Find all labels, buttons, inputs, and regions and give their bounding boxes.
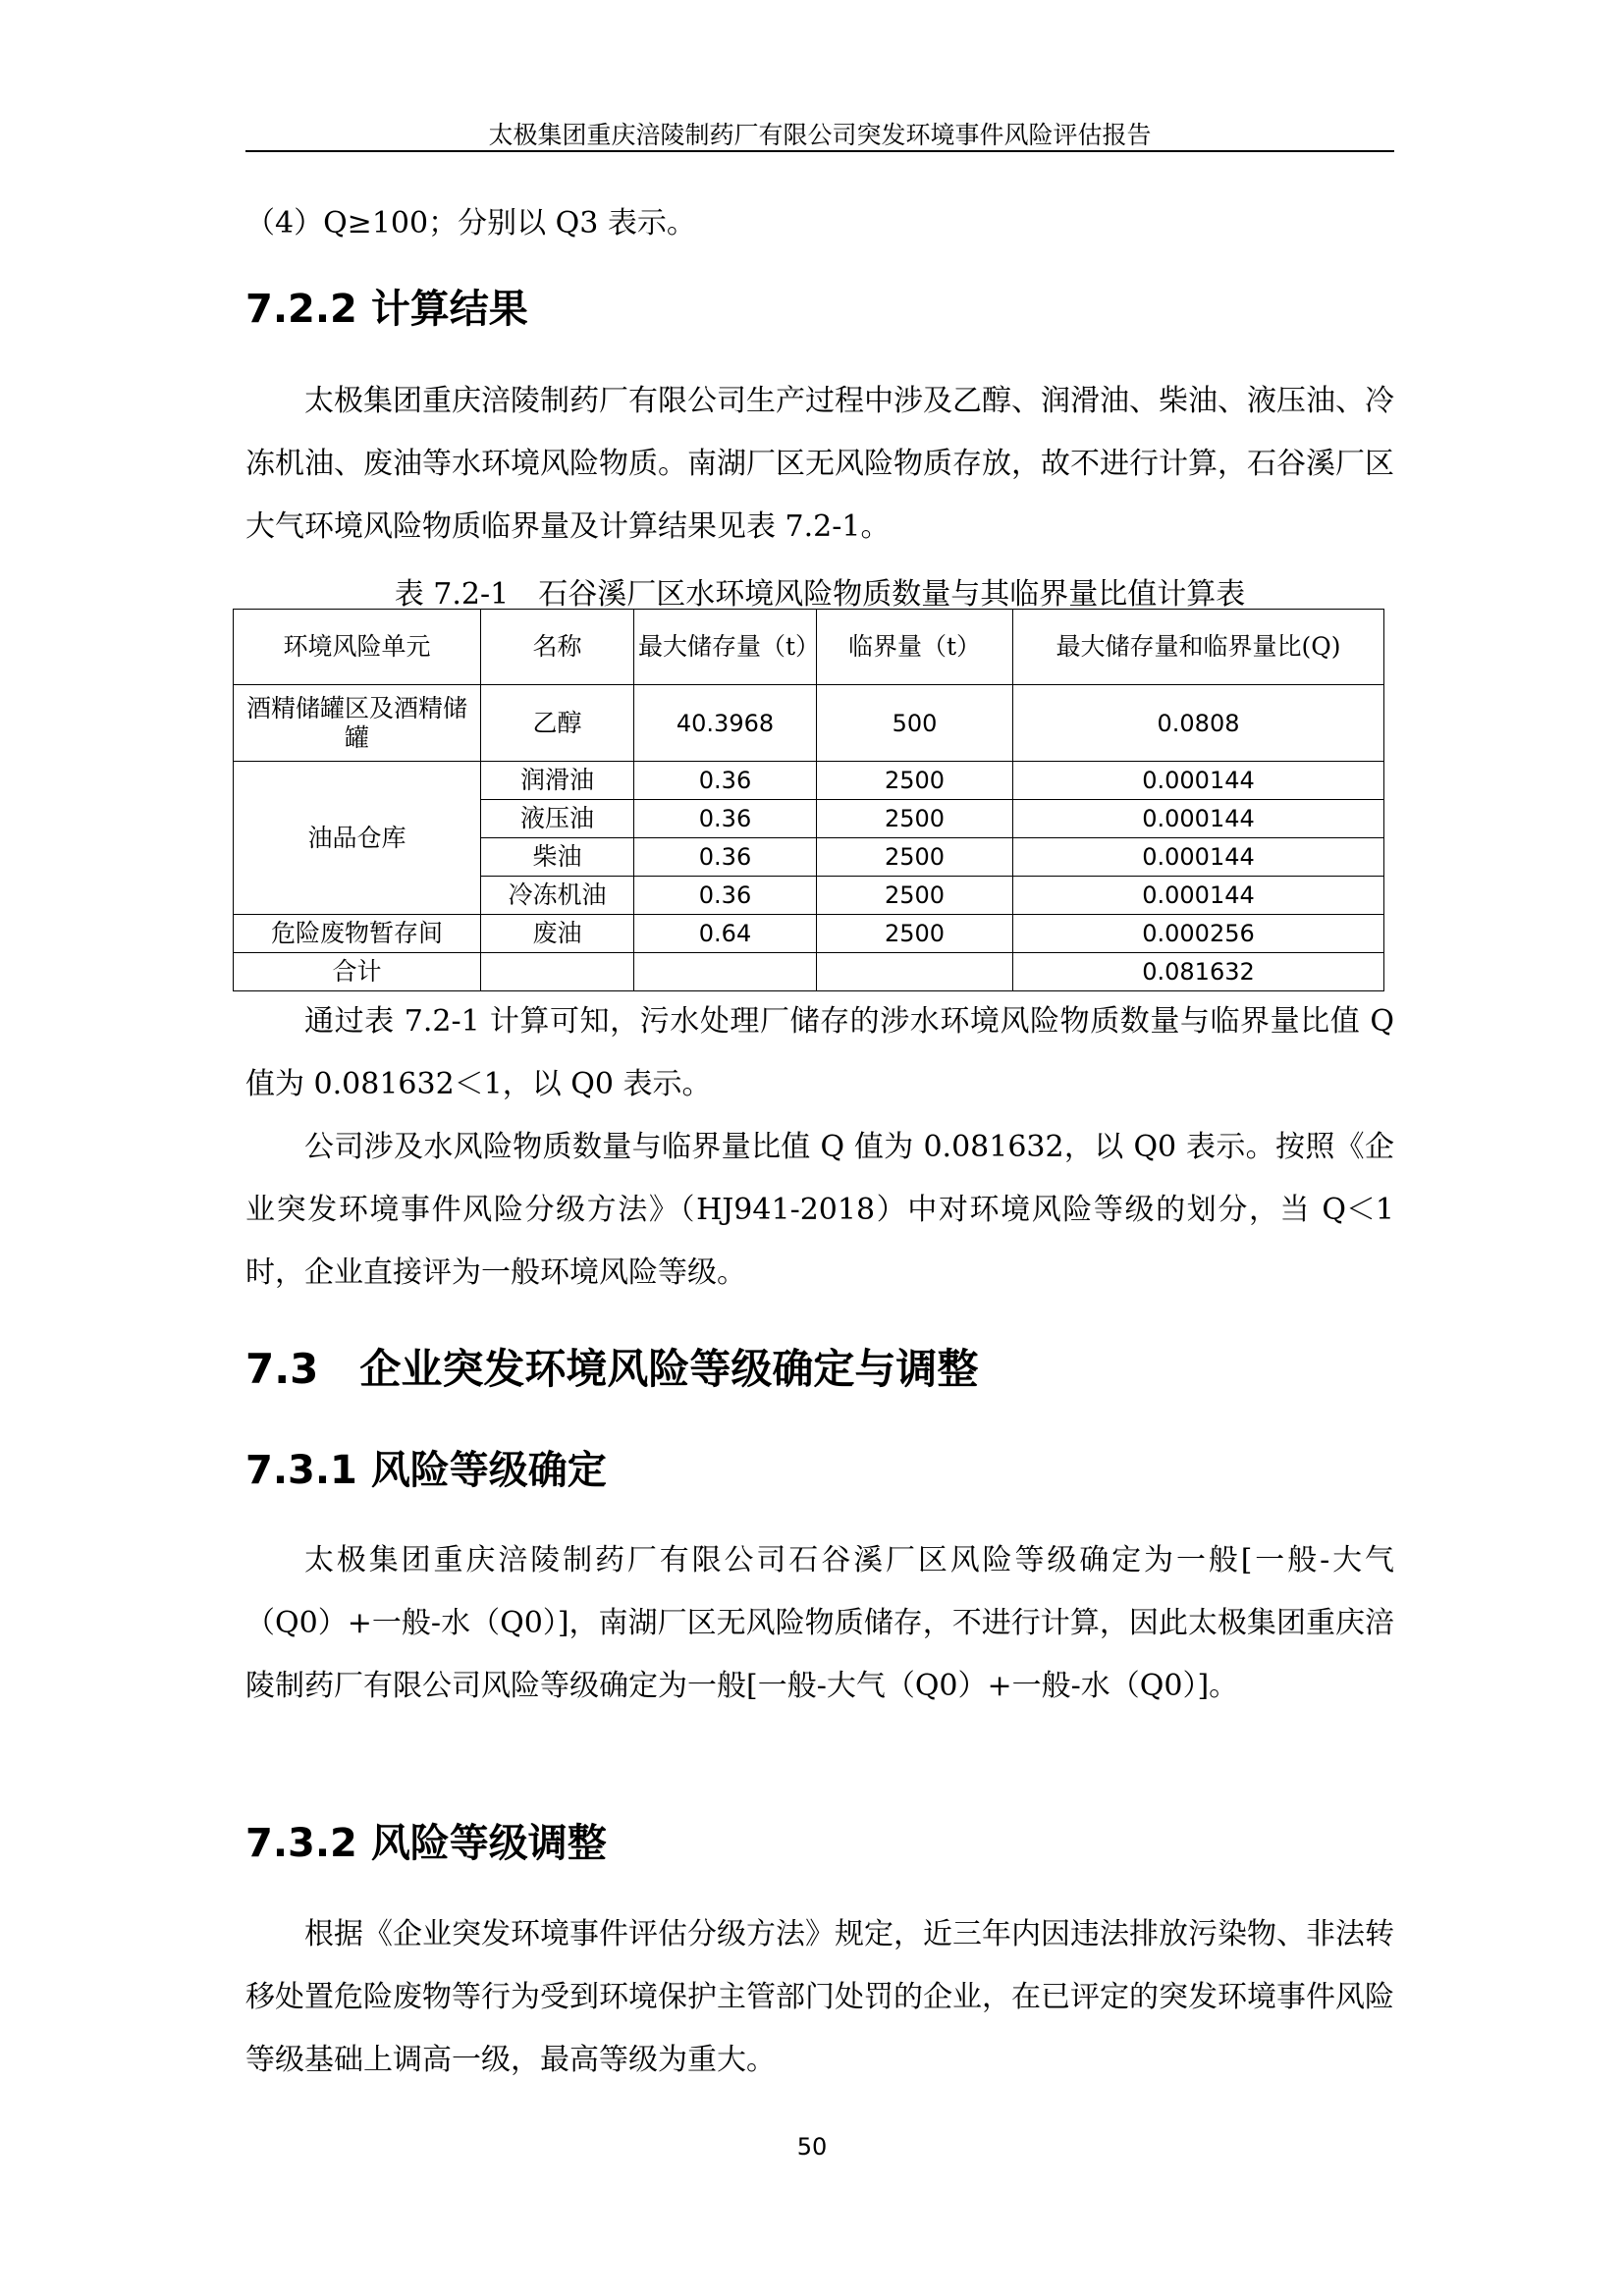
heading-7-3-1: 7.3.1 风险等级确定 bbox=[245, 1448, 607, 1493]
name-cell: 液压油 bbox=[481, 800, 634, 838]
table-row bbox=[234, 685, 1384, 762]
header-ratio: 最大储存量和临界量比(Q) bbox=[1013, 610, 1384, 685]
crit-cell: 2500 bbox=[817, 877, 1013, 915]
para-q3: （4）Q≥100；分别以 Q3 表示。 bbox=[245, 206, 696, 240]
unit-cell: 油品仓库 bbox=[234, 762, 481, 915]
heading-7-2-2: 7.2.2 计算结果 bbox=[245, 287, 528, 332]
empty-cell bbox=[481, 953, 634, 991]
header-critical: 临界量（t） bbox=[817, 610, 1013, 685]
max-cell: 0.36 bbox=[634, 838, 817, 877]
name-cell: 柴油 bbox=[481, 838, 634, 877]
table-caption: 表 7.2-1 石谷溪厂区水环境风险物质数量与其临界量比值计算表 bbox=[394, 577, 1246, 612]
heading-7-3: 7.3 企业突发环境风险等级确定与调整 bbox=[245, 1345, 979, 1393]
crit-cell: 2500 bbox=[817, 800, 1013, 838]
crit-cell: 2500 bbox=[817, 915, 1013, 953]
para-7-3-2: 根据《企业突发环境事件评估分级方法》规定，近三年内因违法排放污染物、非法转移处置危险废物等行为受到环境保护主管部门处罚的企业，在已评定的突发环境事件风险等级基础上调高一级，最高等级为重大。 bbox=[245, 1917, 1394, 2077]
empty-cell bbox=[817, 953, 1013, 991]
max-cell: 0.64 bbox=[634, 915, 817, 953]
q-cell: 0.0808 bbox=[1013, 685, 1384, 762]
heading-7-3-2: 7.3.2 风险等级调整 bbox=[245, 1821, 607, 1866]
table-row bbox=[234, 915, 1384, 953]
total-q: 0.081632 bbox=[1013, 953, 1384, 991]
para-after-table: 通过表 7.2-1 计算可知，污水处理厂储存的涉水环境风险物质数量与临界量比值 Q 值为 0.081632＜1，以 Q0 表示。 bbox=[245, 1004, 1394, 1101]
unit-cell: 危险废物暂存间 bbox=[234, 915, 481, 953]
header-max-storage: 最大储存量（t） bbox=[634, 610, 817, 685]
header-unit: 环境风险单元 bbox=[234, 610, 481, 685]
name-cell: 润滑油 bbox=[481, 762, 634, 800]
header-name: 名称 bbox=[481, 610, 634, 685]
header-rule bbox=[245, 150, 1394, 152]
q-cell: 0.000144 bbox=[1013, 800, 1384, 838]
name-cell: 冷冻机油 bbox=[481, 877, 634, 915]
max-cell: 0.36 bbox=[634, 800, 817, 838]
risk-table bbox=[233, 609, 1384, 991]
table-row bbox=[234, 762, 1384, 800]
page-header: 太极集团重庆涪陵制药厂有限公司突发环境事件风险评估报告 bbox=[488, 121, 1152, 149]
max-cell: 40.3968 bbox=[634, 685, 817, 762]
name-cell: 废油 bbox=[481, 915, 634, 953]
q-cell: 0.000144 bbox=[1013, 838, 1384, 877]
para-company: 公司涉及水风险物质数量与临界量比值 Q 值为 0.081632，以 Q0 表示。按照《企业突发环境事件风险分级方法》（HJ941-2018）中对环境风险等级的划分，当 Q＜1 时，企业直接评为一般环境风险等级。 bbox=[245, 1130, 1394, 1290]
page-number: 50 bbox=[796, 2133, 828, 2161]
total-label: 合计 bbox=[234, 953, 481, 991]
table-header-row bbox=[234, 610, 1384, 685]
crit-cell: 2500 bbox=[817, 838, 1013, 877]
max-cell: 0.36 bbox=[634, 877, 817, 915]
crit-cell: 500 bbox=[817, 685, 1013, 762]
para-7-2-2: 太极集团重庆涪陵制药厂有限公司生产过程中涉及乙醇、润滑油、柴油、液压油、冷冻机油、废油等水环境风险物质。南湖厂区无风险物质存放，故不进行计算，石谷溪厂区大气环境风险物质临界量及计算结果见表 7.2-1。 bbox=[245, 384, 1394, 544]
crit-cell: 2500 bbox=[817, 762, 1013, 800]
q-cell: 0.000256 bbox=[1013, 915, 1384, 953]
empty-cell bbox=[634, 953, 817, 991]
q-cell: 0.000144 bbox=[1013, 877, 1384, 915]
unit-cell: 酒精储罐区及酒精储罐 bbox=[234, 685, 481, 762]
max-cell: 0.36 bbox=[634, 762, 817, 800]
q-cell: 0.000144 bbox=[1013, 762, 1384, 800]
para-7-3-1: 太极集团重庆涪陵制药厂有限公司石谷溪厂区风险等级确定为一般[一般-大气（Q0）+一般-水（Q0）]，南湖厂区无风险物质储存，不进行计算，因此太极集团重庆涪陵制药厂有限公司风险等级确定为一般[一般-大气（Q0）+一般-水（Q0）]。 bbox=[245, 1543, 1394, 1703]
name-cell: 乙醇 bbox=[481, 685, 634, 762]
table-total-row bbox=[234, 953, 1384, 991]
